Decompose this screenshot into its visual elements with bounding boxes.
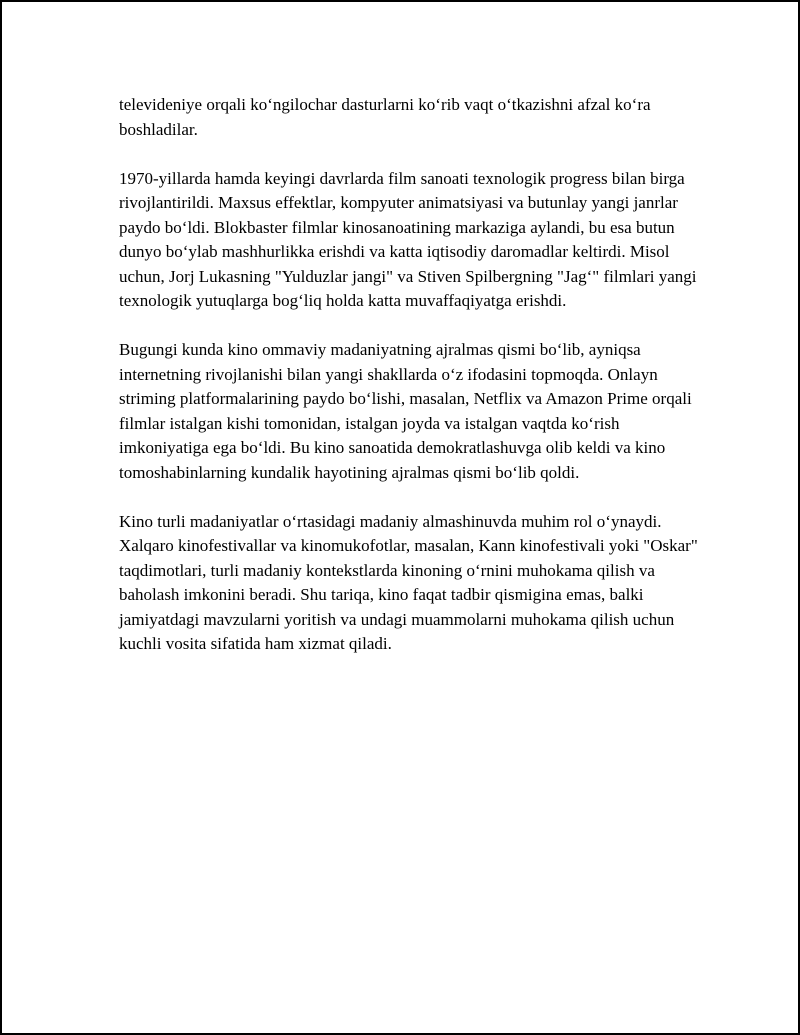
paragraph-3: Bugungi kunda kino ommaviy madaniyatning ajralmas qismi boʻlib, ayniqsa internetning rivojlanishi bilan yangi shakllarda oʻz ifodasini topmoqda. Onlayn striming platformalarining paydo boʻlishi, masalan, Netflix va Amazon Prime orqali filmlar istalgan kishi tomonidan, istalgan joyda va istalgan vaqtda koʻrish imkoniyatiga ega boʻldi. Bu kino sanoatida demokratlashuvga olib keldi va kino tomoshabinlarning kundalik hayotining ajralmas qismi boʻlib qoldi. (119, 340, 692, 482)
paragraph-4: Kino turli madaniyatlar oʻrtasidagi madaniy almashinuvda muhim rol oʻynaydi. Xalqaro kinofestivallar va kinomukofotlar, masalan, Kann kinofestivali yoki "Oskar" taqdimotlari, turli madaniy kontekstlarda kinoning oʻrnini muhokama qilish va baholash imkonini beradi. Shu tariqa, kino faqat tadbir qismigina emas, balki jamiyatdagi mavzularni yoritish va undagi muammolarni muhokama qilish uchun kuchli vosita sifatida ham xizmat qiladi. (119, 511, 698, 653)
paragraph-2: 1970-yillarda hamda keyingi davrlarda film sanoati texnologik progress bilan birga rivojlantirildi. Maxsus effektlar, kompyuter animatsiyasi va butunlay yangi janrlar paydo boʻldi. Blokbaster filmlar kinosanoatining markaziga aylandi, bu esa butun dunyo boʻylab mashhurlikka erishdi va katta iqtisodiy daromadlar keltirdi. Misol uchun, Jorj Lukasning "Yulduzlar jangi" va Stiven Spilbergning "Jagʻ" filmlari yangi texnologik yutuqlarga bogʻliq holda katta muvaffaqiyatga erishdi. (119, 168, 697, 310)
document-body (119, 93, 699, 681)
paragraph-1: televideniye orqali koʻngilochar dasturlarni koʻrib vaqt oʻtkazishni afzal koʻra boshladilar. (119, 95, 651, 139)
